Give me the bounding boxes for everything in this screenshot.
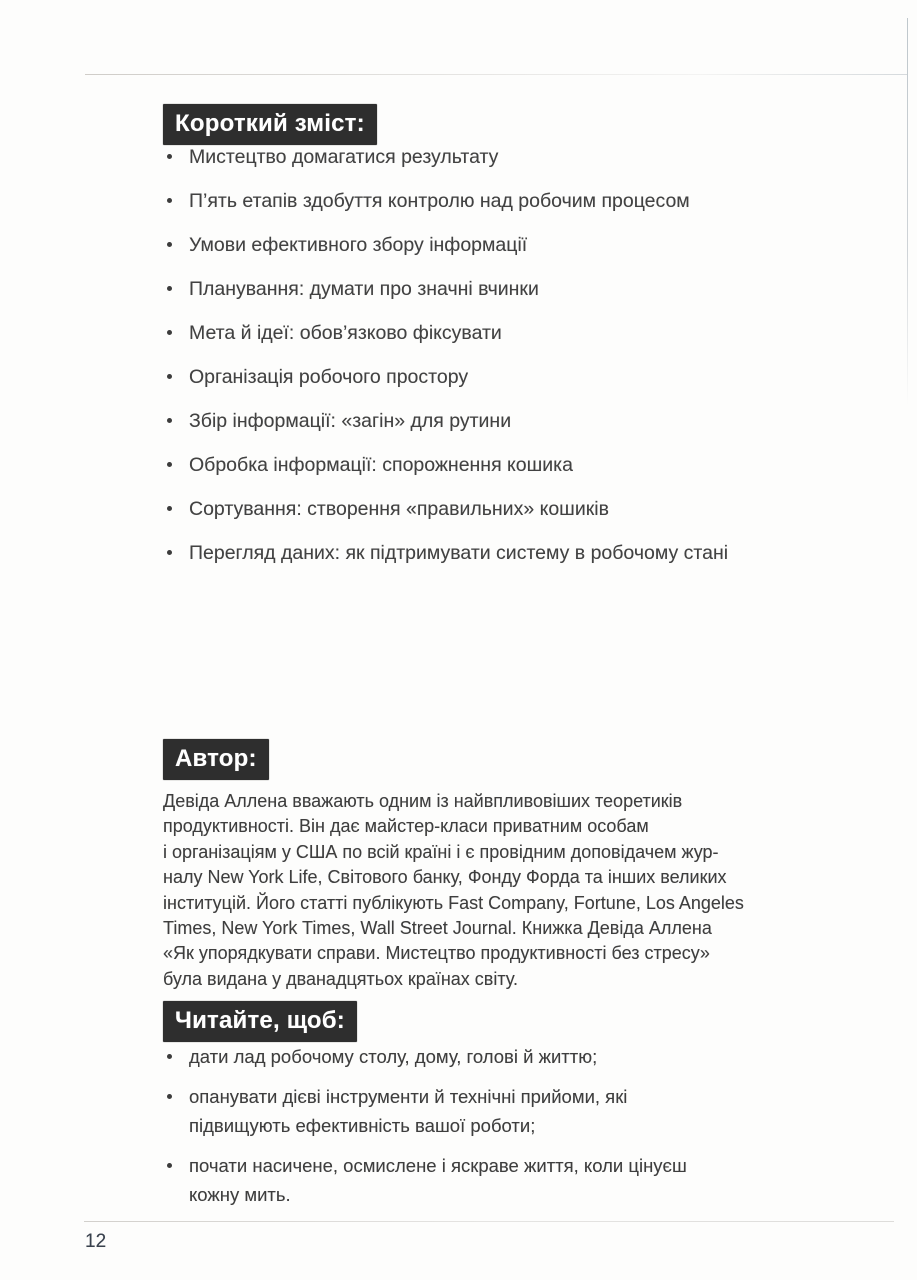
summary-heading: Короткий зміст: (163, 104, 377, 145)
section-summary (163, 104, 873, 585)
bullet-text: Мета й ідеї: обов’язково фіксувати (189, 322, 502, 344)
bullet-icon (167, 550, 172, 555)
list-item (163, 1151, 728, 1209)
bullet-text: Обробка інформації: спорожнення кошика (189, 454, 573, 476)
list-item (163, 145, 873, 169)
bullet-icon (167, 374, 172, 379)
bullet-text: Перегляд даних: як підтримувати систему в робочому стані (189, 542, 729, 564)
bullet-text: Мистецтво домагатися результату (189, 146, 499, 168)
bullet-text: почати насичене, осмислене і яскраве життя, коли цінуєш кожну мить. (189, 1155, 687, 1205)
author-paragraph (163, 789, 783, 992)
bullet-text: опанувати дієві інструменти й технічні прийоми, які підвищують ефективність вашої роботи; (189, 1086, 628, 1136)
bullet-icon (167, 1094, 172, 1099)
list-item (163, 365, 873, 389)
bullet-text: Планування: думати про значні вчинки (189, 278, 539, 300)
read-to-heading: Читайте, щоб: (163, 1001, 357, 1042)
scan-artifact-right-edge-line (907, 18, 908, 406)
bullet-icon (167, 198, 172, 203)
bullet-text: П’ять етапів здобуття контролю над робочим процесом (189, 190, 690, 212)
bullet-icon (167, 1163, 172, 1168)
bullet-text: дати лад робочому столу, дому, голові й життю; (189, 1046, 598, 1067)
paragraph-line: Times, New York Times, Wall Street Journal. Книжка Девіда Аллена (163, 918, 712, 939)
list-item (163, 233, 873, 257)
list-item (163, 409, 873, 433)
bullet-icon (167, 506, 172, 511)
section-author (163, 739, 783, 992)
paragraph-line: була видана у дванадцятьох країнах світу. (163, 968, 518, 989)
paragraph-line: «Як упорядкувати справи. Мистецтво продуктивності без стресу» (163, 943, 710, 964)
bullet-icon (167, 286, 172, 291)
read-to-bullet-list (163, 1042, 728, 1209)
list-item (163, 541, 873, 565)
paragraph-line: продуктивності. Він дає майстер-класи приватним особам (163, 816, 649, 837)
page-number: 12 (85, 1231, 107, 1252)
scan-artifact-bottom-line (84, 1221, 894, 1222)
paragraph-line: і організаціям у США по всій країні і є провідним доповідачем жур- (163, 841, 719, 862)
list-item (163, 277, 873, 301)
list-item (163, 1042, 728, 1071)
bullet-icon (167, 330, 172, 335)
bullet-icon (167, 418, 172, 423)
bullet-text: Сортування: створення «правильних» кошиків (189, 498, 609, 520)
bullet-text: Умови ефективного збору інформації (189, 234, 528, 256)
bullet-icon (167, 1054, 172, 1059)
bullet-icon (167, 462, 172, 467)
list-item (163, 321, 873, 345)
list-item (163, 1082, 728, 1140)
bullet-icon (167, 154, 172, 159)
list-item (163, 189, 873, 213)
paragraph-line: налу New York Life, Світового банку, Фонду Форда та інших великих (163, 867, 727, 888)
scan-artifact-top-line (85, 74, 907, 75)
bullet-text: Збір інформації: «загін» для рутини (189, 410, 512, 432)
bullet-icon (167, 242, 172, 247)
section-read-to (163, 1001, 763, 1220)
list-item (163, 497, 873, 521)
paragraph-line: інституцій. Його статті публікують Fast Company, Fortune, Los Angeles (163, 892, 744, 913)
summary-bullet-list (163, 145, 873, 565)
author-heading: Автор: (163, 739, 269, 780)
paragraph-line: Девіда Аллена вважають одним із найвпливовіших теоретиків (163, 791, 683, 811)
list-item (163, 453, 873, 477)
bullet-text: Організація робочого простору (189, 366, 469, 388)
